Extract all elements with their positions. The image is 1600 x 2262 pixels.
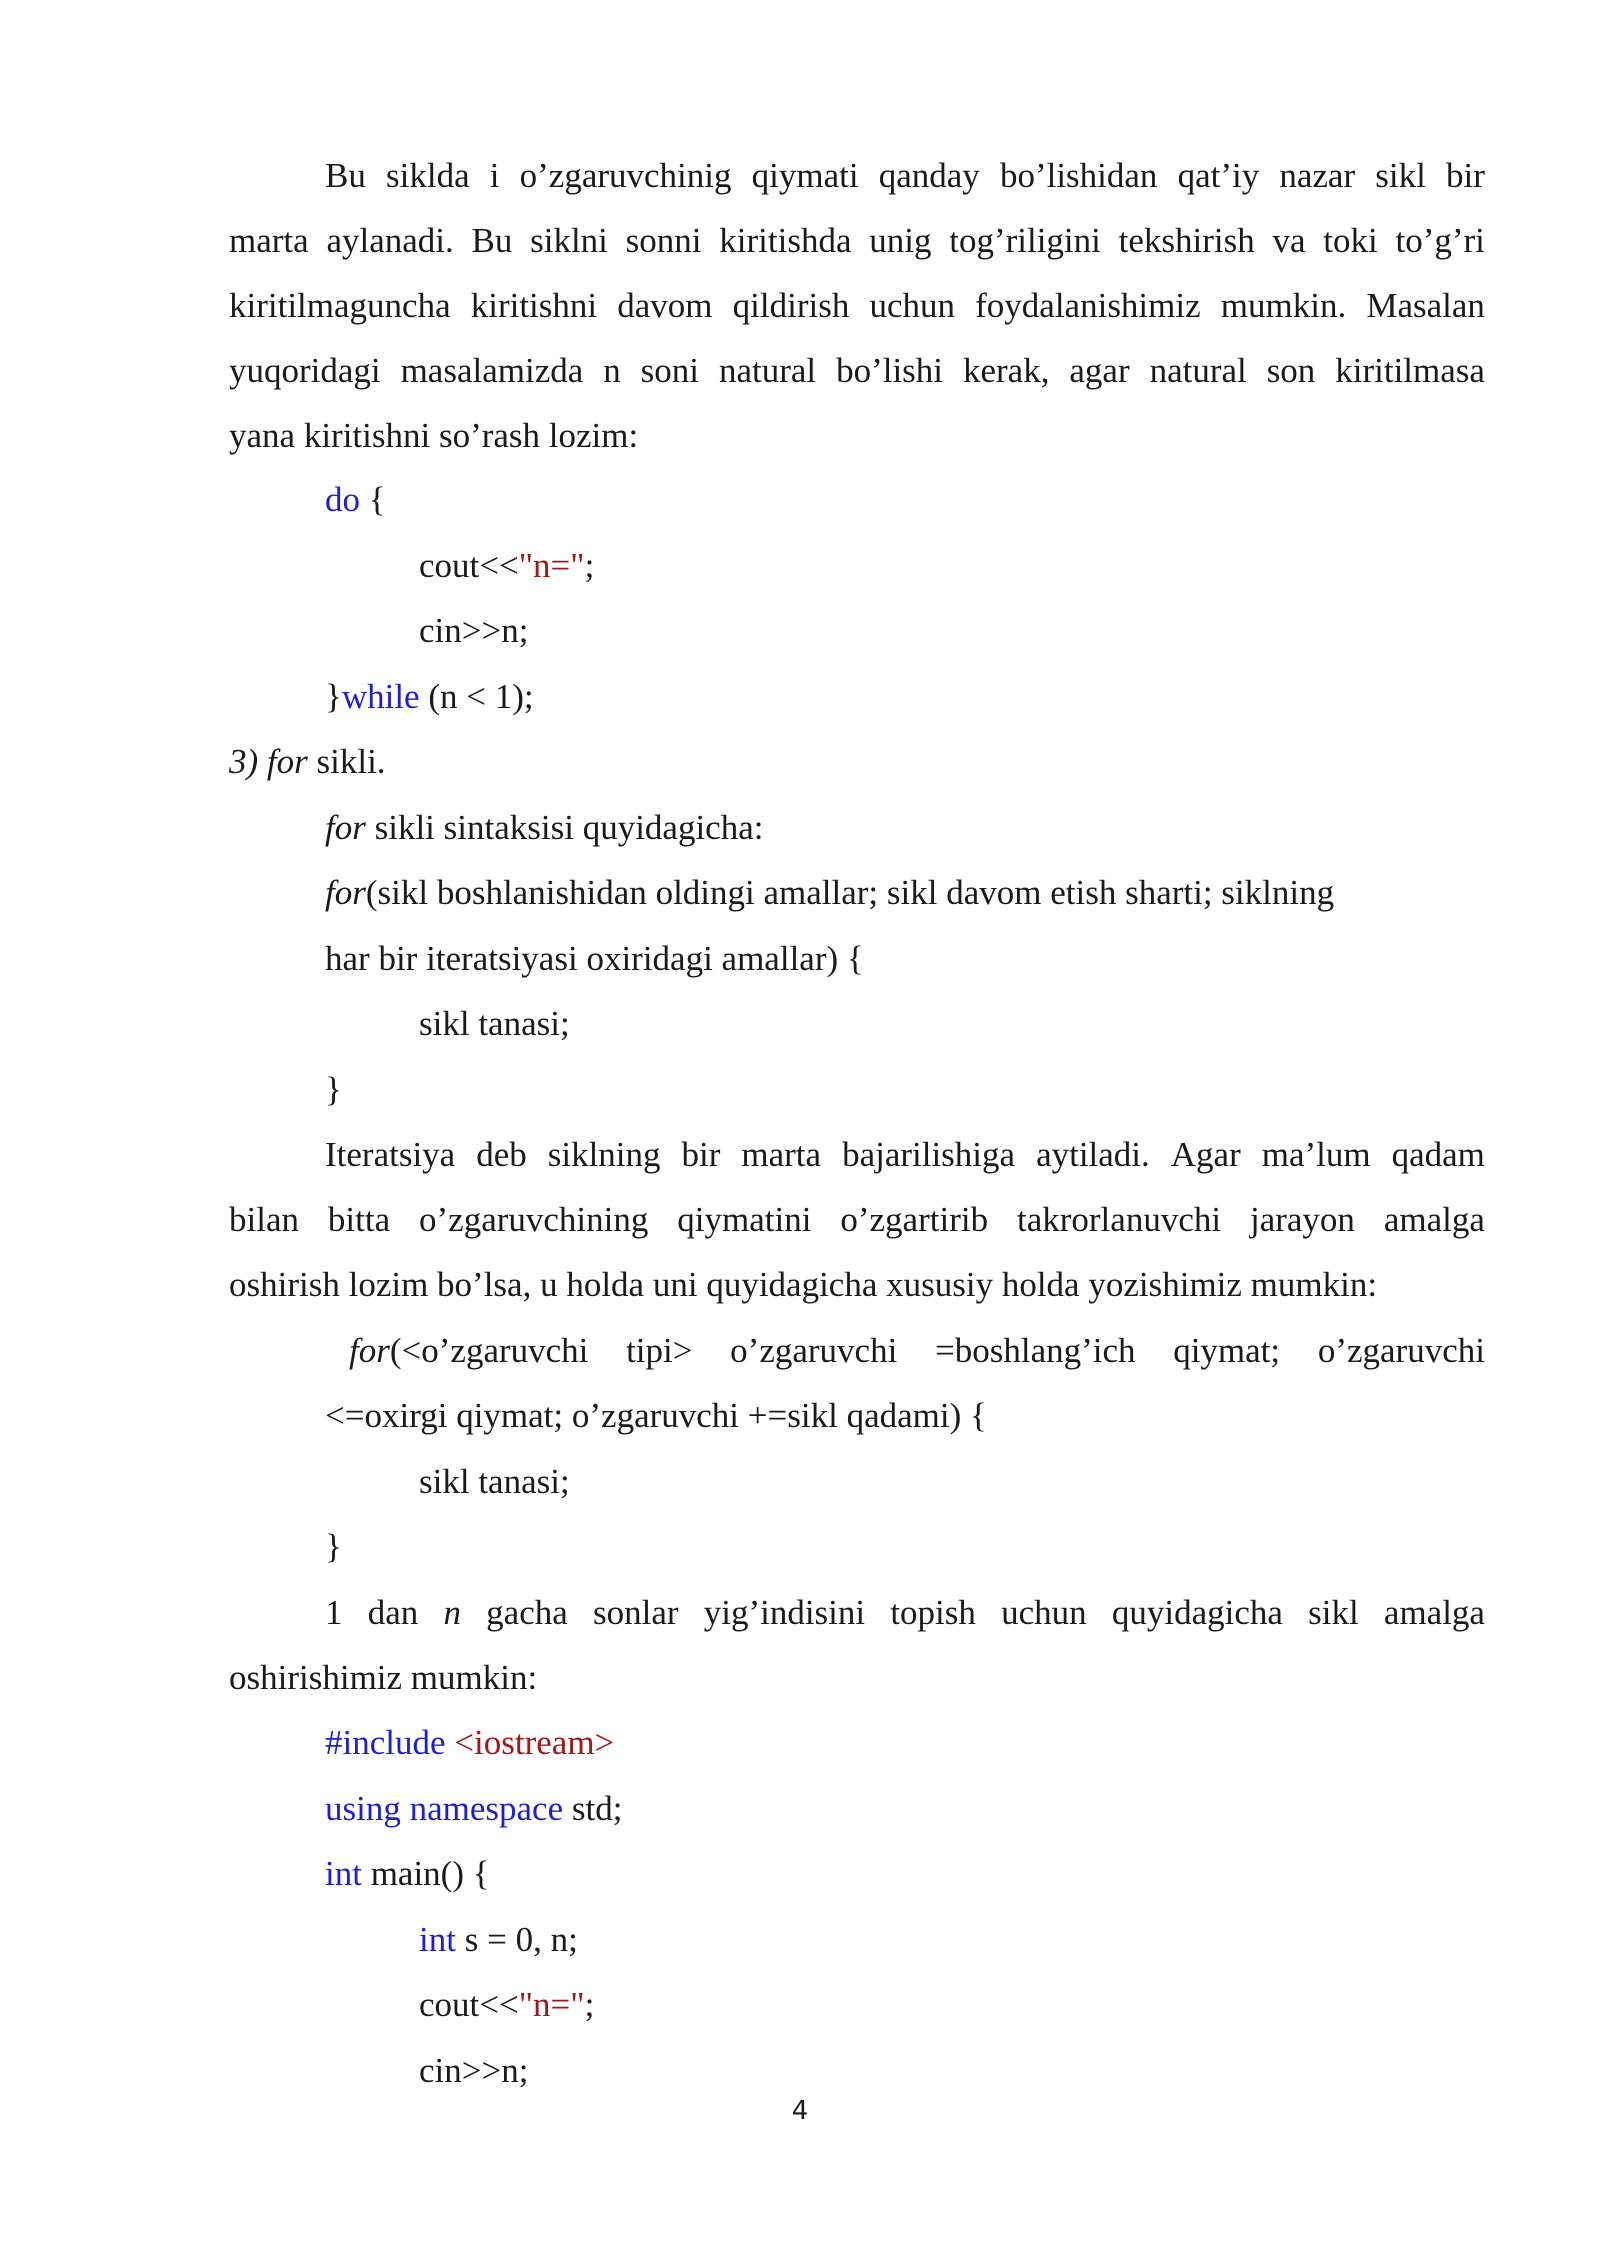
- word: agar: [1069, 351, 1130, 390]
- word: bajarilishiga: [842, 1135, 1016, 1174]
- code-cout-line: [419, 544, 594, 588]
- word: o’zgaruvchining: [419, 1200, 649, 1239]
- word: qildirish: [732, 286, 850, 325]
- word: bir: [681, 1135, 721, 1174]
- syntax-text: (sikl boshlanishidan oldingi amallar; sikl davom etish sharti; siklning: [365, 873, 1335, 912]
- word: natural: [718, 351, 817, 390]
- for-word: for: [349, 1331, 390, 1370]
- word: sikl: [1308, 1593, 1359, 1632]
- code-text: cout<<: [419, 546, 519, 585]
- word: yuqoridagi: [229, 351, 381, 390]
- word: qadam: [1391, 1135, 1485, 1174]
- word: takrorlanuvchi: [1016, 1200, 1222, 1239]
- word: uchun: [1001, 1593, 1087, 1632]
- code-keyword: do: [325, 480, 360, 519]
- code-text: }: [325, 677, 342, 716]
- word: qiymat;: [1173, 1331, 1281, 1370]
- word: gacha: [486, 1593, 568, 1632]
- word: siklning: [547, 1135, 661, 1174]
- for-word: for: [325, 808, 366, 847]
- word: o’zgaruvchi: [1317, 1331, 1485, 1370]
- code-text: std;: [563, 1789, 623, 1828]
- word: o’zgartirib: [840, 1200, 989, 1239]
- code-decl-line: [419, 1918, 578, 1962]
- word: marta: [229, 221, 309, 260]
- word: amalga: [1383, 1593, 1485, 1632]
- code-string: "n=": [518, 546, 585, 585]
- code-keyword: while: [341, 677, 420, 716]
- word: qat’iy: [1177, 156, 1260, 195]
- word: bir: [1445, 156, 1485, 195]
- word: deb: [476, 1135, 527, 1174]
- word: Iteratsiya: [325, 1135, 456, 1174]
- paragraph-1-line-4: [229, 349, 1485, 393]
- code-include-line: [325, 1721, 614, 1765]
- word: ma’lum: [1261, 1135, 1371, 1174]
- code-do-line: [325, 478, 386, 522]
- word: kiritishda: [719, 221, 852, 260]
- syntax-close: }: [325, 1070, 342, 1109]
- page-number: 4: [791, 2096, 809, 2126]
- code-keyword: using namespace: [325, 1789, 564, 1828]
- word: bo’lishidan: [999, 156, 1158, 195]
- word: Agar: [1170, 1135, 1241, 1174]
- code-text: ;: [584, 1985, 595, 2024]
- paragraph-1-line-5: yana kiritishni so’rash lozim:: [229, 416, 639, 455]
- code-text: main() {: [361, 1854, 490, 1893]
- word: siklni: [530, 221, 608, 260]
- section-heading: [229, 740, 386, 784]
- word: tipi>: [626, 1331, 693, 1370]
- code-text: cout<<: [419, 1985, 519, 2024]
- word: o’zgaruvchinig: [519, 156, 732, 195]
- code-library: <iostream>: [445, 1723, 615, 1762]
- code-while-line: [325, 675, 534, 719]
- word: qiymatini: [677, 1200, 812, 1239]
- word: qanday: [878, 156, 980, 195]
- word: kiritishni: [470, 286, 598, 325]
- syntax-2-line-2: <=oxirgi qiymat; o’zgaruvchi +=sikl qadami) {: [325, 1396, 987, 1435]
- word: Bu: [325, 156, 366, 195]
- word: sonlar: [592, 1593, 679, 1632]
- word: kiritilmasa: [1335, 351, 1485, 390]
- word: tekshirish: [1118, 221, 1255, 260]
- word: aylanadi.: [326, 221, 454, 260]
- word: mumkin.: [1220, 286, 1347, 325]
- word: topish: [890, 1593, 976, 1632]
- section-for-word: for: [266, 742, 308, 781]
- section-number: 3): [229, 742, 267, 781]
- word: amalga: [1383, 1200, 1485, 1239]
- word: n: [603, 351, 621, 390]
- word: o’zgaruvchi: [730, 1331, 898, 1370]
- word: nazar: [1279, 156, 1356, 195]
- paragraph-1-line-2: [229, 219, 1485, 263]
- word: to’g’ri: [1395, 221, 1485, 260]
- word: bilan: [229, 1200, 299, 1239]
- code-cout-line-2: [419, 1983, 594, 2027]
- paragraph-2-line-2: [229, 1198, 1485, 1242]
- syntax-intro: [325, 806, 763, 850]
- word: masalamizda: [400, 351, 584, 390]
- word: jarayon: [1249, 1200, 1355, 1239]
- word: sonni: [625, 221, 702, 260]
- word: siklda: [386, 156, 470, 195]
- code-string: "n=": [518, 1985, 585, 2024]
- paragraph-2-line-3: oshirish lozim bo’lsa, u holda uni quyidagicha xususiy holda yozishimiz mumkin:: [229, 1265, 1378, 1304]
- word: kerak,: [962, 351, 1050, 390]
- code-cin-line: cin>>n;: [419, 611, 529, 650]
- word: for(<o’zgaruvchi: [349, 1331, 589, 1370]
- syntax-intro-text: sikli sintaksisi quyidagicha:: [365, 808, 764, 847]
- paragraph-1-line-1: [325, 154, 1485, 198]
- code-text: ;: [584, 546, 595, 585]
- word: =boshlang’ich: [934, 1331, 1136, 1370]
- word: natural: [1149, 351, 1247, 390]
- word: toki: [1323, 221, 1378, 260]
- word: i: [489, 156, 500, 195]
- word: n: [443, 1593, 461, 1632]
- code-cin-line-2: cin>>n;: [419, 2051, 529, 2090]
- for-word: for: [325, 873, 366, 912]
- section-title: sikli.: [307, 742, 386, 781]
- word: uchun: [869, 286, 956, 325]
- word: davom: [617, 286, 713, 325]
- paragraph-3-line-1: [325, 1591, 1485, 1635]
- syntax-2-body: sikl tanasi;: [419, 1462, 570, 1501]
- word: bitta: [327, 1200, 391, 1239]
- code-using-line: [325, 1787, 622, 1831]
- code-main-line: [325, 1852, 490, 1896]
- paragraph-3-line-2: oshirishimiz mumkin:: [229, 1658, 538, 1697]
- word: unig: [869, 221, 932, 260]
- word: dan: [367, 1593, 419, 1632]
- word: sikl: [1375, 156, 1426, 195]
- syntax-2-line-1: [349, 1329, 1485, 1373]
- code-keyword: #include: [325, 1723, 446, 1762]
- syntax-body: sikl tanasi;: [419, 1004, 570, 1043]
- word: qiymati: [751, 156, 859, 195]
- word: kiritilmaguncha: [229, 286, 451, 325]
- syntax-line-1: [325, 871, 1334, 915]
- word: tog’riligini: [949, 221, 1101, 260]
- word: aytiladi.: [1036, 1135, 1150, 1174]
- word: marta: [741, 1135, 822, 1174]
- word: va: [1272, 221, 1306, 260]
- paragraph-1-line-3: [229, 284, 1485, 328]
- code-text: {: [360, 480, 386, 519]
- paragraph-2-line-1: [325, 1133, 1485, 1177]
- word: foydalanishimiz: [975, 286, 1201, 325]
- word: Bu: [471, 221, 513, 260]
- code-text: (n < 1);: [419, 677, 534, 716]
- word: yig’indisini: [703, 1593, 866, 1632]
- word: bo’lishi: [836, 351, 944, 390]
- word: son: [1266, 351, 1316, 390]
- word: Masalan: [1366, 286, 1485, 325]
- code-text: s = 0, n;: [455, 1920, 578, 1959]
- syntax-line-2: har bir iteratsiyasi oxiridagi amallar) {: [325, 939, 864, 978]
- word: quyidagicha: [1111, 1593, 1283, 1632]
- word: soni: [640, 351, 700, 390]
- word: 1: [325, 1593, 343, 1632]
- code-keyword: int: [419, 1920, 456, 1959]
- syntax-2-close: }: [325, 1527, 342, 1566]
- code-keyword: int: [325, 1854, 362, 1893]
